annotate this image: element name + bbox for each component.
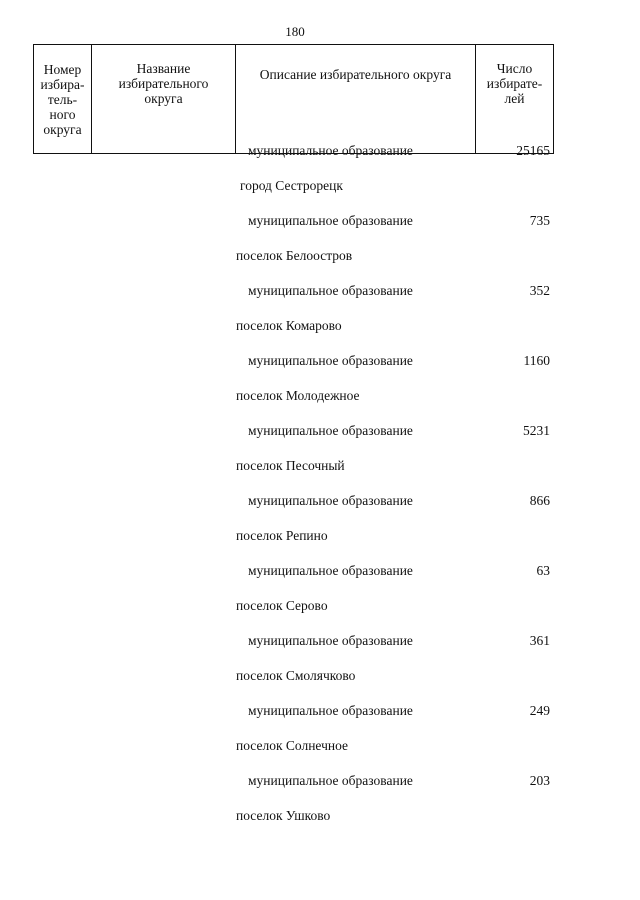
entry-count: 5231 — [523, 423, 550, 438]
header-count-line: Число — [496, 61, 533, 76]
entry-count: 361 — [529, 633, 550, 648]
entry-count: 1160 — [523, 353, 550, 368]
header-number-line: тель- — [47, 91, 78, 107]
list-item — [0, 633, 640, 703]
entry-count: 25165 — [516, 143, 550, 158]
header-count — [476, 45, 554, 154]
header-number-line: ного — [49, 106, 76, 122]
header-name — [92, 45, 236, 154]
entry-type: муниципальное образование — [248, 423, 413, 438]
entry-name: поселок Белоостров — [236, 248, 353, 263]
header-name-line: избирательного — [118, 76, 209, 91]
entry-type: муниципальное образование — [248, 563, 413, 578]
entry-name: поселок Серово — [236, 598, 328, 613]
header-count-line: лей — [504, 91, 525, 106]
header-row — [34, 45, 554, 154]
header-name-line: округа — [144, 91, 183, 106]
list-item — [0, 493, 640, 563]
header-name-line: Название — [136, 61, 191, 76]
list-item — [0, 703, 640, 773]
entry-name: поселок Молодежное — [236, 388, 360, 403]
list-item — [0, 773, 640, 843]
entry-count: 866 — [529, 493, 550, 508]
entry-type: муниципальное образование — [248, 493, 413, 508]
list-item — [0, 283, 640, 353]
entry-count: 63 — [536, 563, 550, 578]
header-count-line: избирате- — [486, 76, 543, 91]
entry-type: муниципальное образование — [248, 283, 413, 298]
entry-name: поселок Комарово — [236, 318, 342, 333]
entry-type: муниципальное образование — [248, 213, 413, 228]
header-number — [34, 45, 92, 154]
table-header — [33, 44, 554, 154]
entry-count: 352 — [529, 283, 550, 298]
list-item — [0, 143, 640, 213]
entry-type: муниципальное образование — [248, 143, 413, 158]
list-item — [0, 423, 640, 493]
entry-name: поселок Ушково — [236, 808, 331, 823]
entry-name: город Сестрорецк — [240, 178, 343, 193]
entry-name: поселок Репино — [236, 528, 328, 543]
header-description: Описание избирательного округа — [236, 45, 476, 154]
entry-count: 203 — [529, 773, 550, 788]
entry-count: 249 — [529, 703, 550, 718]
list-item — [0, 353, 640, 423]
entry-type: муниципальное образование — [248, 703, 413, 718]
page-number: 180 — [285, 24, 305, 39]
entries-list — [0, 143, 640, 843]
entry-type: муниципальное образование — [248, 353, 413, 368]
list-item — [0, 563, 640, 633]
entry-name: поселок Солнечное — [236, 738, 348, 753]
header-number-line: Номер — [43, 61, 82, 77]
entry-count: 735 — [529, 213, 550, 228]
list-item — [0, 213, 640, 283]
entry-name: поселок Песочный — [236, 458, 345, 473]
entry-name: поселок Смолячково — [236, 668, 356, 683]
entry-type: муниципальное образование — [248, 773, 413, 788]
header-number-line: округа — [43, 121, 82, 137]
header-number-line: избира- — [40, 76, 85, 92]
entry-type: муниципальное образование — [248, 633, 413, 648]
